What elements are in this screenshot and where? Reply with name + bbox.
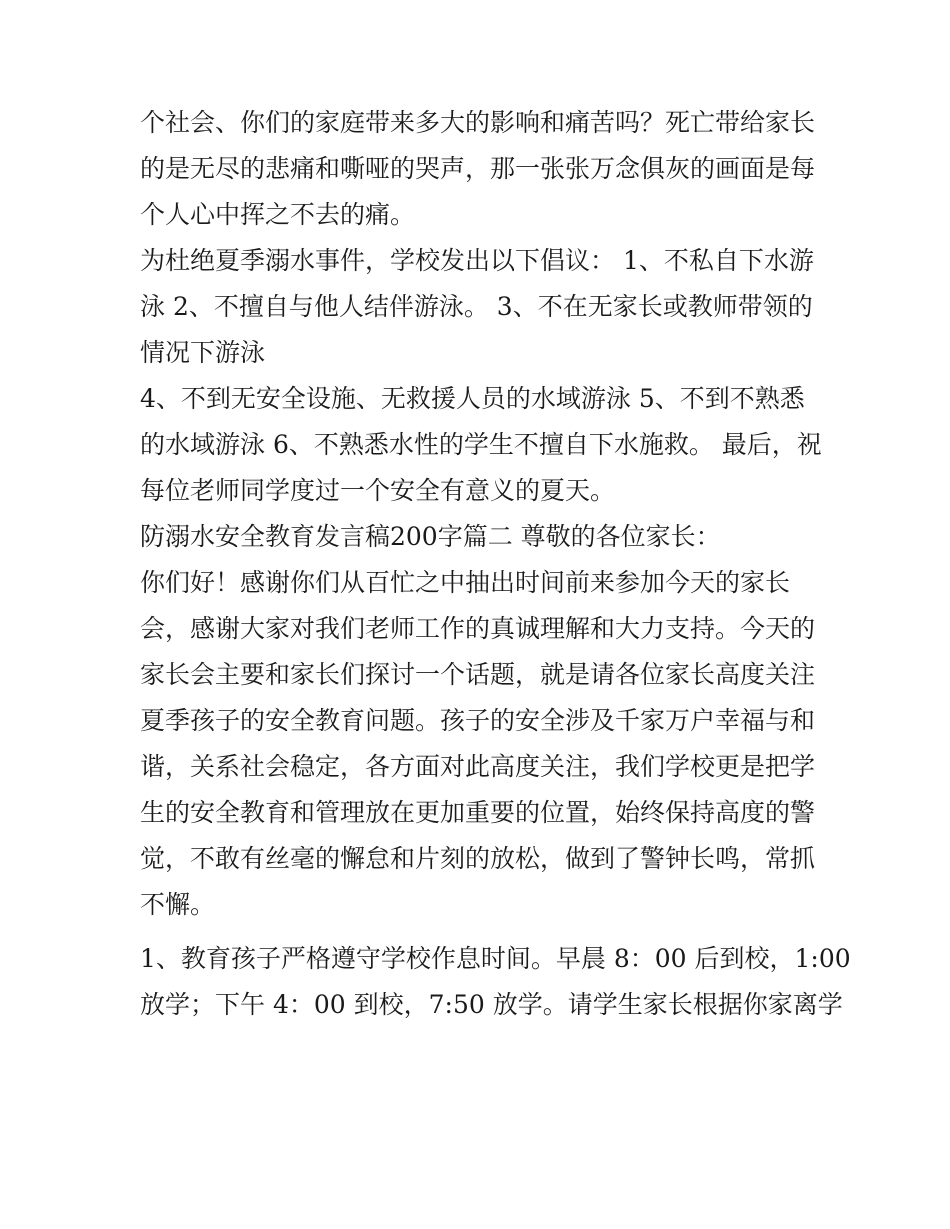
paragraph-5 [140,560,820,928]
text-line: 你们好！感谢你们从百忙之中抽出时间前来参加今天的家长 [140,568,791,597]
text-line: 个社会、你们的家庭带来多大的影响和痛苦吗？死亡带给家长 [140,108,816,137]
text-line: 谐，关系社会稳定，各方面对此高度关注，我们学校更是把学 [140,752,816,781]
text-line: 防溺水安全教育发言稿200字篇二 尊敬的各位家长： [140,522,721,551]
text-line: 夏季孩子的安全教育问题。孩子的安全涉及千家万户幸福与和 [140,706,816,735]
text-line: 的是无尽的悲痛和嘶哑的哭声，那一张张万念俱灰的画面是每 [140,154,816,183]
text-line: 个人心中挥之不去的痛。 [140,200,416,229]
text-line: 不懈。 [140,890,216,919]
text-line: 会，感谢大家对我们老师工作的真诚理解和大力支持。今天的 [140,614,816,643]
text-line: 的水域游泳 6、不熟悉水性的学生不擅自下水施救。 最后，祝 [140,430,822,459]
text-line: 泳 2、不擅自与他人结伴游泳。 3、不在无家长或教师带领的 [140,292,813,321]
text-line: 1、教育孩子严格遵守学校作息时间。早晨 8：00 后到校，1:00 [140,944,851,973]
paragraph-1 [140,100,820,238]
text-line: 情况下游泳 [140,338,266,367]
text-line: 觉，不敢有丝毫的懈怠和片刻的放松，做到了警钟长鸣，常抓 [140,844,816,873]
text-line: 为杜绝夏季溺水事件，学校发出以下倡议： 1、不私自下水游 [140,246,814,275]
text-line: 每位老师同学度过一个安全有意义的夏天。 [140,476,616,505]
paragraph-spacer [140,928,820,936]
paragraph-2 [140,238,820,376]
text-line: 放学；下午 4：00 到校，7:50 放学。请学生家长根据你家离学 [140,990,843,1019]
text-line: 家长会主要和家长们探讨一个话题，就是请各位家长高度关注 [140,660,816,689]
paragraph-4-heading [140,514,820,560]
paragraph-3 [140,376,820,514]
text-line: 生的安全教育和管理放在更加重要的位置，始终保持高度的警 [140,798,816,827]
text-line: 4、不到无安全设施、无救援人员的水域游泳 5、不到不熟悉 [140,384,805,413]
document-body [140,100,851,1028]
paragraph-6 [140,936,851,1028]
